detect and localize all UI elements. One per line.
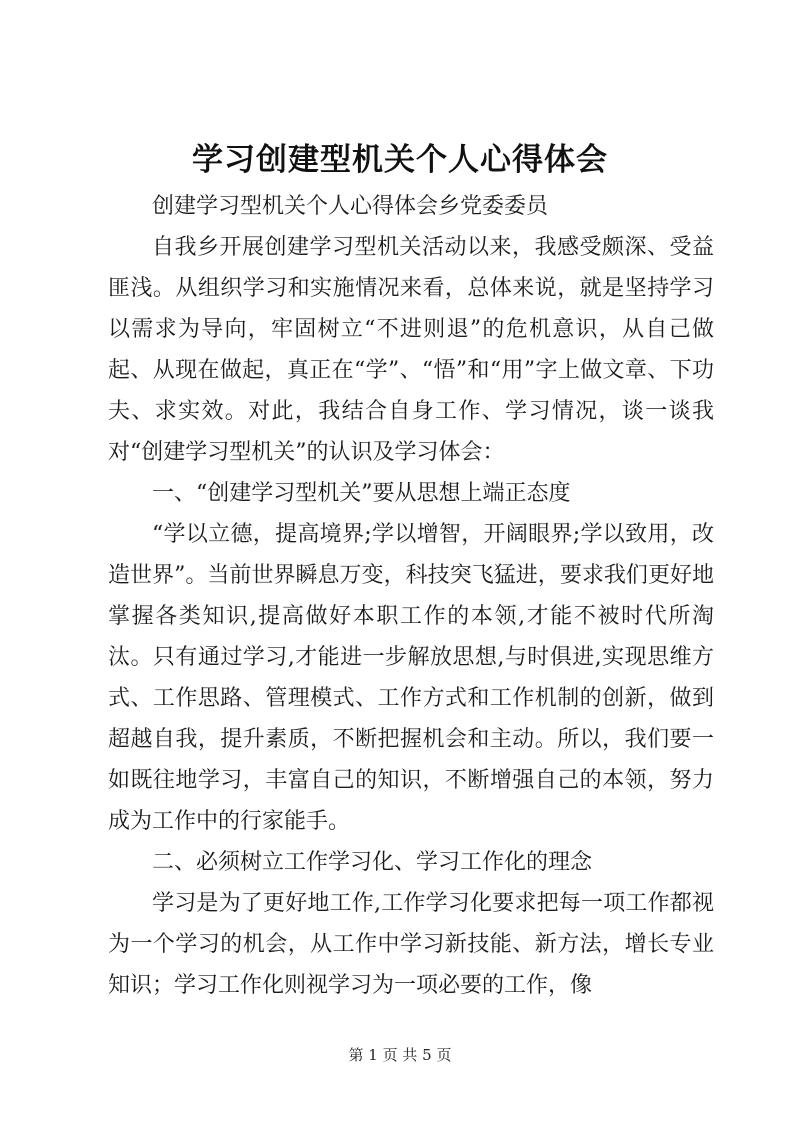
section-2-paragraph: 学习是为了更好地工作,工作学习化要求把每一项工作都视为一个学习的机会，从工作中学习新技能、新方法，增长专业知识；学习工作化则视学习为一项必要的工作，像 xyxy=(108,891,714,998)
section-1-paragraph: “学以立德，提高境界;学以增智，开阔眼界;学以致用，改造世界”。当前世界瞬息万变，科技突飞猛进，要求我们更好地掌握各类知识,提高做好本职工作的本领,才能不被时代所淘汰。只有通过学习,才能进一步解放思想,与时俱进,实现思维方式、工作思路、管理模式、工作方式和工作机制的创新，做到超越自我，提升素质，不断把握机会和主动。所以，我们要一如既往地学习，丰富自己的知识，不断增强自己的本领，努力成为工作中的行家能手。 xyxy=(108,522,714,834)
page-number-footer: 第 1 页 共 5 页 xyxy=(348,1046,452,1064)
section-heading-1: 一、“创建学习型机关”要从思想上端正态度 xyxy=(152,481,571,506)
subtitle-paragraph: 创建学习型机关个人心得体会乡党委委员 xyxy=(152,194,549,219)
document-title: 学习创建型机关个人心得体会 xyxy=(192,142,608,178)
section-heading-2: 二、必须树立工作学习化、学习工作化的理念 xyxy=(152,850,593,875)
document-body xyxy=(108,186,714,1006)
intro-paragraph: 自我乡开展创建学习型机关活动以来，我感受颇深、受益匪浅。从组织学习和实施情况来看，总体来说，就是坚持学习以需求为导向，牢固树立“不进则退”的危机意识，从自己做起、从现在做起，真正在“学”、“悟”和“用”字上做文章、下功夫、求实效。对此，我结合自身工作、学习情况，谈一谈我对“创建学习型机关”的认识及学习体会： xyxy=(108,235,714,465)
